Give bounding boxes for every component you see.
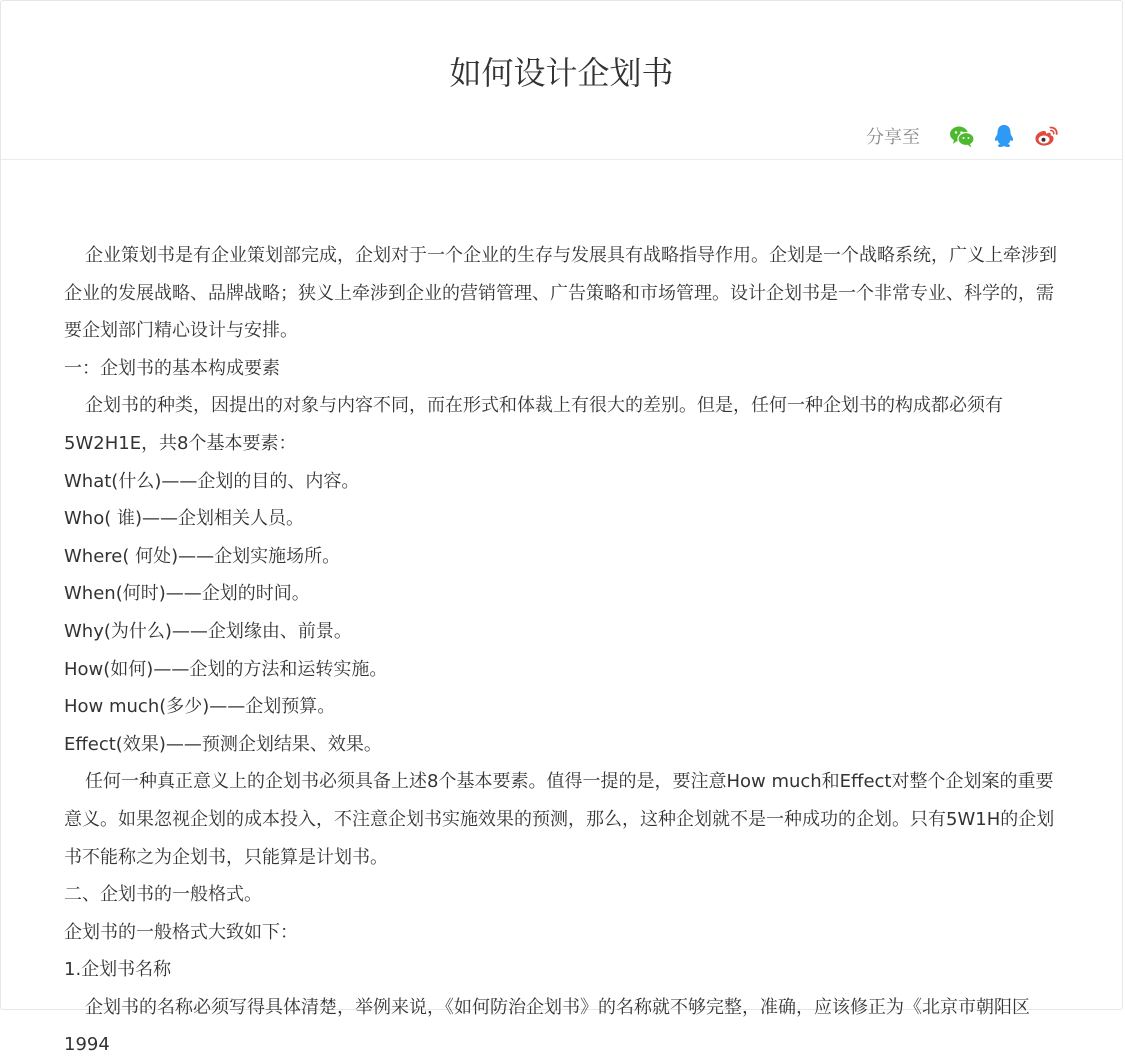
- article-body: [64, 237, 1064, 1064]
- section-heading-2: 二、企划书的一般格式。: [64, 884, 262, 906]
- share-bar: [866, 121, 1060, 151]
- list-item-when: When(何时)——企划的时间。: [64, 583, 310, 605]
- page-title: 如何设计企划书: [449, 54, 674, 92]
- share-label: 分享至: [866, 127, 920, 148]
- list-item-effect: Effect(效果)——预测企划结果、效果。: [64, 733, 382, 755]
- list-item-how: How(如何)——企划的方法和运转实施。: [64, 658, 388, 680]
- paragraph-format: 企划书的一般格式大致如下：: [64, 921, 298, 943]
- list-item-where: Where( 何处)——企划实施场所。: [64, 545, 341, 567]
- paragraph-summary: 任何一种真正意义上的企划书必须具备上述8个基本要素。值得一提的是，要注意How much和Effect对整个企划案的重要意义。如果忽视企划的成本投入，不注意企划书实施效果的预测，那么，这种企划就不是一种成功的企划。只有5W1H的企划书不能称之为企划书，只能算是计划书。: [64, 771, 1055, 868]
- list-item-what: What(什么)——企划的目的、内容。: [64, 470, 360, 492]
- section-heading-1: 一：企划书的基本构成要素: [64, 357, 280, 379]
- list-item-who: Who( 谁)——企划相关人员。: [64, 508, 304, 530]
- wechat-icon[interactable]: [948, 122, 976, 150]
- list-item-why: Why(为什么)——企划缘由、前景。: [64, 620, 352, 642]
- list-item-how-much: How much(多少)——企划预算。: [64, 696, 336, 718]
- qq-icon[interactable]: [990, 122, 1018, 150]
- paragraph-elements: 企划书的种类，因提出的对象与内容不同，而在形式和体裁上有很大的差别。但是，任何一种企划书的构成都必须有5W2H1E，共8个基本要素：: [64, 395, 1003, 454]
- subheading-name: 1.企划书名称: [64, 959, 172, 981]
- paragraph-intro: 企业策划书是有企业策划部完成，企划对于一个企业的生存与发展具有战略指导作用。企划是一个战略系统，广义上牵涉到企业的发展战略、品牌战略；狭义上牵涉到企业的营销管理、广告策略和市场管理。设计企划书是一个非常专业、科学的，需要企划部门精心设计与安排。: [64, 245, 1057, 342]
- weibo-icon[interactable]: [1032, 122, 1060, 150]
- paragraph-name-detail: 企划书的名称必须写得具体清楚，举例来说，《如何防治企划书》的名称就不够完整，准确，应该修正为《北京市朝阳区1994: [64, 996, 1030, 1056]
- article-header: [1, 1, 1122, 160]
